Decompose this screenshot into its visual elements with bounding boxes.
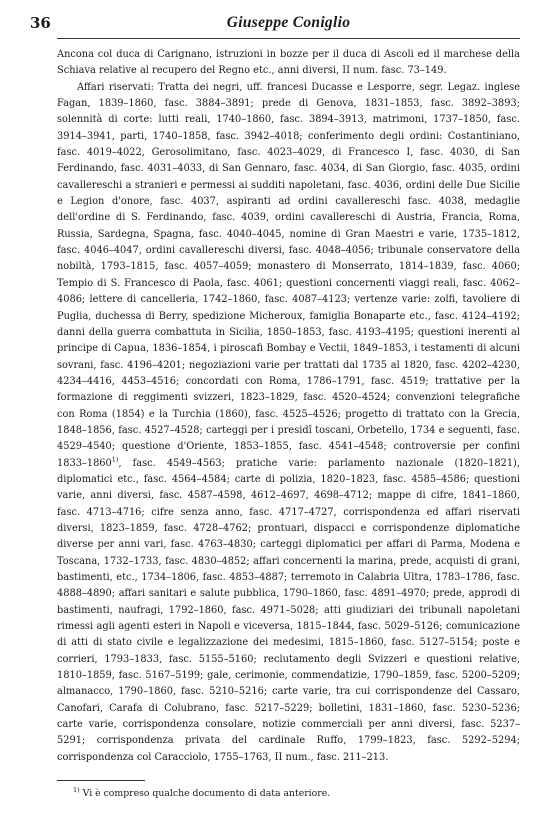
page-number: 36 — [30, 14, 51, 32]
footnote-divider — [57, 780, 145, 781]
paragraph-text: Affari riservati: Tratta dei negri, uff. francesi Ducasse e Lesporre, segr. Legaz. inglese Fagan, 1839–1860, fasc. 3884–3891; prede di Genova, 1831–1853, fasc. 3892–3893; solennità di corte: lutti reali, 1740–1860, fasc. 3894–3913, matrimoni, 1737–1850, fasc. 3914–3941, parti, 1740–1858, fasc. 3942–4018; conferimento degli ordini: Costantiniano, fasc. 4019–4022, Gerosolimitano, fasc. 4023–4029, di Francesco I, fasc. 4030, di San Ferdinando, fasc. 4031–4033, di San Gennaro, fasc. 4034, di San Giorgio, fasc. 4035, ordini cavallereschi a stranieri e permessi ai sudditi napoletani, fasc. 4036, ordini delle Due Sicilie e Legion d'onore, fasc. 4037, aspiranti ad ordini cavallereschi fasc. 4038, medaglie dell'ordine di S. Ferdinando, fasc. 4039, ordini cavallereschi di Austria, Francia, Roma, Russia, Sardegna, Spagna, fasc. 4040–4045, nomine di Gran Maestri e varie, 1735–1812, fasc. 4046–4047, ordini cavallereschi diversi, fasc. 4048–4056; tribunale conservatore della nobiltà, 1793–1815, fasc. 4057–4059; monastero di Monserrato, 1814–1839, fasc. 4060; Tempio di S. Francesco di Paola, fasc. 4061; questioni concernenti viaggi reali, fasc. 4062–4086; lettere di cancelleria, 1742–1860, fasc. 4087–4123; vertenze varie: zolfi, tavoliere di Puglia, duchessa di Berry, spedizione Micheroux, famiglia Bonaparte etc., fasc. 4124–4192; danni della guerra combattuta in Sicilia, 1850–1853, fasc. 4193–4195; questioni inerenti al principe di Capua, 1836–1854, i piroscafi Bombay e Vectii, 1849–1853, i testamenti di alcuni sovrani, fasc. 4196–4201; negoziazioni varie per trattati dal 1735 al 1820, fasc. 4202–4230, 4234–4416, 4453–4516; concordati con Roma, 1786–1791, fasc. 4519; trattative per la formazione di reggimenti svizzeri, 1823–1829, fasc. 4520–4524; convenzioni telegrafiche con Roma (1854) e la Turchia (1860), fasc. 4525–4526; progetto di trattato con la Grecia, 1848–1856, fasc. 4527–4528; carteggi per i presidî toscani, Orbetello, 1734 e seguenti, fasc. 4529–4540; questione d'Oriente, 1853–1855, fasc. 4541–4548; controversie per confini 1833–1860 — [57, 81, 520, 469]
footnote-marker: 1) — [73, 786, 80, 795]
paragraph-ancona: Ancona col duca di Carignano, istruzioni in bozze per il duca di Ascoli ed il marchese della Schiava relative al recupero del Regno etc., anni diversi, II num. fasc. 73–149. — [57, 49, 520, 77]
body-text — [57, 47, 520, 766]
paragraph-text-continued: , fasc. 4549–4563; pratiche varie: parlamento nazionale (1820–1821), diplomatici etc., fasc. 4564–4584; carte di polizia, 1820–1823, fasc. 4585–4586; questioni varie, anni diversi, fasc. 4587–4598, 4612–4697, 4698–4712; mappe di cifre, 1841–1860, fasc. 4713–4716; cifre senza anno, fasc. 4717–4727, corrispondenza ed affari riservati diversi, 1823–1859, fasc. 4728–4762; prontuari, dispacci e corrispondenze diplomatiche diverse per anni vari, fasc. 4763–4830; carteggi diplomatici per affari di Parma, Modena e Toscana, 1732–1733, fasc. 4830–4852; affari concernenti la marina, prede, acquisti di grani, bastimenti, etc., 1734–1806, fasc. 4853–4887; terremoto in Calabria Ultra, 1783–1786, fasc. 4888–4890; affari sanitari e salute pubblica, 1790–1860, fasc. 4891–4970; prede, approdi di bastimenti, naufragi, 1792–1860, fasc. 4971–5028; atti giudiziari dei tribunali napoletani rimessi agli agenti esteri in Napoli e viceversa, 1815–1844, fasc. 5029–5126; comunicazione di atti di stato civile e legalizzazione dei medesimi, 1815–1860, fasc. 5127–5154; poste e corrieri, 1793–1833, fasc. 5155–5160; reclutamento degli Svizzeri e questioni relative, 1810–1859, fasc. 5167–5199; gale, cerimonie, commendatizie, 1790–1859, fasc. 5200–5209; almanacco, 1790–1860, fasc. 5210–5216; carte varie, tra cui corrispondenze del Cassaro, Canofari, Carafa di Colubrano, fasc. 5217–5229; bolletini, 1831–1860, fasc. 5230–5236; carte varie, corrispondenza consolare, notizie commerciali per anni diversi, fasc. 5237–5291; corrispondenza privata del cardinale Ruffo, 1799–1823, fasc. 5292–5294; corrispondenza col Caracciolo, 1755–1763, II num., fasc. 211–213. — [57, 457, 520, 763]
page-header — [30, 14, 520, 39]
paragraph-affari-riservati — [57, 80, 520, 766]
footnote-reference[interactable]: 1) — [111, 455, 119, 464]
footnote-text: Vi è compreso qualche documento di data anteriore. — [82, 788, 331, 800]
running-head: Giuseppe Coniglio — [226, 14, 351, 31]
footnote — [57, 787, 520, 800]
